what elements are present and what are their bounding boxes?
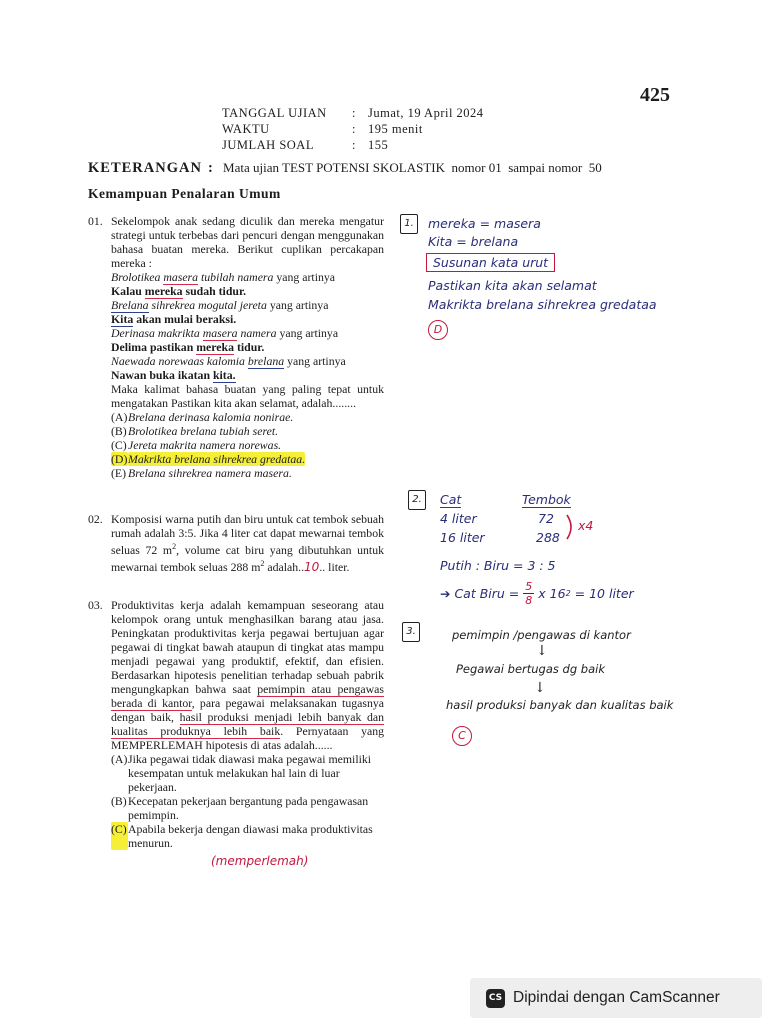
keterangan-text: Mata ujian TEST POTENSI SKOLASTIK xyxy=(223,160,445,175)
option-c[interactable]: (C) Jereta makrita namera norewas. xyxy=(111,438,282,452)
question-paragraph: Produktivitas kerja adalah kemampuan seseorang atau kelompok orang untuk menghasilkan barang atau jasa. Peningkatan produktivitas kerja pegawai bertujuan agar pegawai di tingkat bawah ataupun di tingkat atas mampu menjadi pegawai yang produktif, efektif, dan efisien. Berdasarkan hipotesis penelitian terhadap sebuah pabrik mengungkapkan bahwa saat pemimpin atau pengawas berada di kantor, para pegawai melaksanakan tugasnya dengan baik, hasil produksi menjadi lebih banyak dan kualitas produknya lebih baik. Pernyataan yang MEMPERLEMAH hipotesis di atas adalah...... xyxy=(111,598,385,752)
camscanner-text: Dipindai dengan CamScanner xyxy=(513,989,720,1006)
answer-circle: D xyxy=(428,320,448,340)
handwritten-note: (memperlemah) xyxy=(211,854,309,868)
keterangan-range: nomor 01 xyxy=(451,160,502,175)
info-value: 155 xyxy=(368,138,389,152)
sentence-3: Derinasa makrikta masera namera yang artinya xyxy=(111,326,339,340)
info-value: Jumat, 19 April 2024 xyxy=(368,106,484,120)
note-line: Pastikan kita akan selamat xyxy=(428,278,597,293)
section-title: Kemampuan Penalaran Umum xyxy=(88,186,281,201)
exam-info xyxy=(222,105,484,153)
note-line: Makrikta brelana sihrekrea gredataa xyxy=(428,297,657,312)
sentence-2: Brelana sihrekrea mogutal jereta yang artinya xyxy=(111,298,329,312)
info-label: WAKTU xyxy=(222,122,270,136)
multiplier-note: x4 xyxy=(578,518,594,533)
info-value: 195 menit xyxy=(368,122,423,136)
calculation-line: ➔ Cat Biru = $\frac{5}{8}$ x 16 2 = 10 liter xyxy=(440,580,634,607)
keterangan-end: 50 xyxy=(588,160,602,175)
table-cell: 72 xyxy=(538,511,554,526)
info-label: JUMLAH SOAL xyxy=(222,138,314,152)
meaning-1: Kalau mereka sudah tidur. xyxy=(111,284,247,298)
table-header-cat: Cat xyxy=(440,492,462,507)
note-number-box: 1. xyxy=(400,214,418,234)
question-3 xyxy=(88,598,384,868)
table-header-tembok: Tembok xyxy=(522,492,571,507)
info-row-time: WAKTU : 195 menit xyxy=(222,122,423,136)
table-cell: 288 xyxy=(536,530,560,545)
question-2: 02. Komposisi warna putih dan biru untuk cat tembok sebuah rumah adalah 3:5. Jika 4 liter cat dapat mewarnai tembok seluas 72 $m^2$, volume cat biru yang dibutuhkan untuk mewarnai tembok seluas 288 $m^2$ adalah..10.. liter. xyxy=(88,512,384,574)
option-d-selected[interactable]: (D) Makrikta brelana sihrekrea gredataa. xyxy=(111,452,306,466)
option-c-selected[interactable]: (C) Apabila bekerja dengan diawasi maka produktivitas menurun. xyxy=(111,822,373,850)
question-number: 03. xyxy=(88,598,103,612)
note-boxed-text: Susunan kata urut xyxy=(426,253,555,272)
meaning-3: Delima pastikan mereka tidur. xyxy=(111,340,265,354)
arrow-down-icon: ↓ xyxy=(534,680,546,696)
page-number: 425 xyxy=(640,84,670,106)
option-a[interactable]: (A) Brelana derinasa kalomia nonirae. xyxy=(111,410,294,424)
keterangan-to: sampai nomor xyxy=(508,160,583,175)
ratio-line: Putih : Biru = 3 : 5 xyxy=(440,558,556,573)
note-line: Kita = brelana xyxy=(428,234,519,249)
question-text: Maka kalimat bahasa buatan yang paling tepat untuk mengatakan Pastikan kita akan selamat, adalah........ xyxy=(111,382,384,410)
handwritten-answer: 10 xyxy=(304,559,320,574)
info-label: TANGGAL UJIAN xyxy=(222,106,327,120)
question-intro: Sekelompok anak sedang diculik dan mereka mengatur strategi untuk terbebas dari pencuri dengan menggunakan bahasa buatan mereka. Berikut cuplikan percakapan mereka : xyxy=(111,214,384,270)
flow-step: hasil produksi banyak dan kualitas baik xyxy=(446,698,674,712)
flow-step: pemimpin /pengawas di kantor xyxy=(452,628,631,642)
meaning-4: Nawan buka ikatan kita. xyxy=(111,368,236,382)
option-a[interactable]: (A) Jika pegawai tidak diawasi maka pegawai memiliki kesempatan untuk melakukan hal lain di luar pekerjaan. xyxy=(111,752,372,794)
question-number: 02. xyxy=(88,512,103,526)
sentence-1: Brolotikea masera tubilah namera yang artinya xyxy=(111,270,336,284)
note-number-box: 2. xyxy=(408,490,426,510)
info-row-count: JUMLAH SOAL : 155 xyxy=(222,138,389,152)
camscanner-icon: CS xyxy=(486,989,505,1008)
note-line: mereka = masera xyxy=(428,216,541,231)
option-b[interactable]: (B) Brolotikea brelana tubiah seret. xyxy=(111,424,279,438)
note-number-box: 3. xyxy=(402,622,420,642)
meaning-2: Kita akan mulai beraksi. xyxy=(111,312,237,326)
question-1 xyxy=(88,214,384,480)
arrow-down-icon: ↓ xyxy=(536,643,548,659)
option-e[interactable]: (E) Brelana sihrekrea namera masera. xyxy=(111,466,292,480)
sentence-4: Naewada norewaas kalomia brelana yang artinya xyxy=(111,354,346,368)
option-b[interactable]: (B) Kecepatan pekerjaan bergantung pada pengawasan pemimpin. xyxy=(111,794,369,822)
table-cell: 4 liter xyxy=(440,511,477,526)
keterangan-label: KETERANGAN xyxy=(88,160,202,176)
fraction: $\frac{5}{8}$ xyxy=(525,580,533,607)
answer-circle: C xyxy=(452,726,472,746)
info-row-date: TANGGAL UJIAN : Jumat, 19 April 2024 xyxy=(222,106,484,120)
camscanner-banner xyxy=(470,978,762,1018)
brace-icon xyxy=(564,513,578,541)
question-number: 01. xyxy=(88,214,103,228)
keterangan-line: KETERANGAN : Mata ujian TEST POTENSI SKOLASTIK nomor 01 sampai nomor 50 xyxy=(88,160,602,176)
flow-step: Pegawai bertugas dg baik xyxy=(456,662,606,676)
table-cell: 16 liter xyxy=(440,530,485,545)
